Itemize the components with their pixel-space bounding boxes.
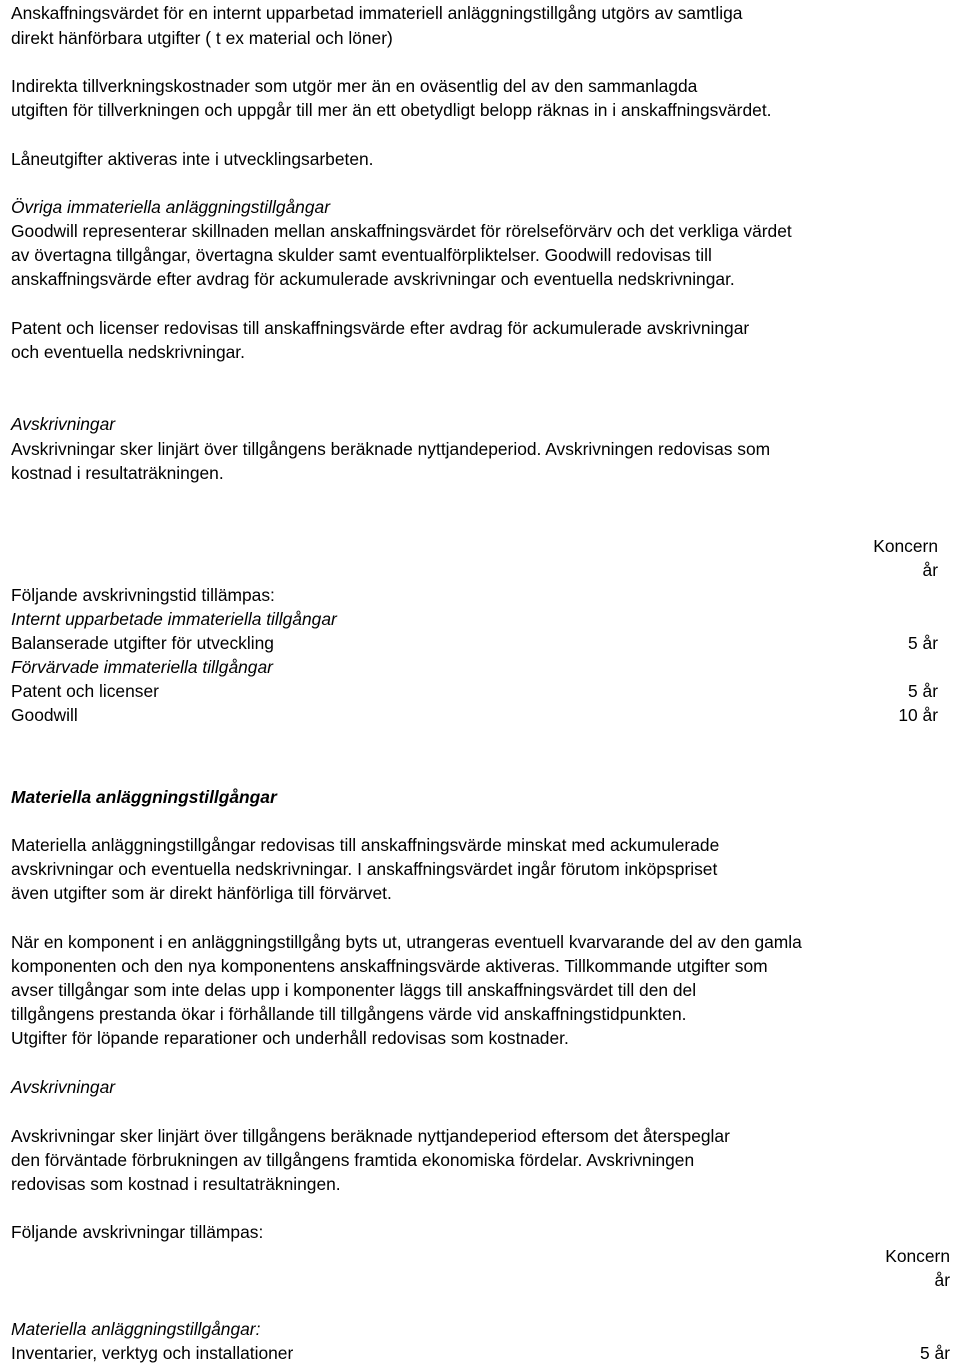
intro-p1-line1: Anskaffningsvärdet för en internt upparbetad immateriell anläggningstillgång utgörs av samtliga	[11, 3, 743, 23]
materiella-p2-line5: Utgifter för löpande reparationer och underhåll redovisas som kostnader.	[11, 1028, 569, 1048]
ovriga-p2-line1: Patent och licenser redovisas till anskaffningsvärde efter avdrag för ackumulerade avskrivningar	[11, 318, 750, 338]
ovriga-heading: Övriga immateriella anläggningstillgångar	[11, 197, 330, 217]
avskr2-heading: Avskrivningar	[11, 1077, 116, 1097]
ovriga-p1-line3: anskaffningsvärde efter avdrag för ackumulerade avskrivningar och eventuella nedskrivningar.	[11, 269, 735, 289]
materiella-p2-line2: komponenten och den nya komponentens anskaffningsvärde aktiveras. Tillkommande utgifter som	[11, 956, 768, 976]
materiella-p2-line3: avser tillgångar som inte delas upp i komponenter läggs till anskaffningsvärdet till den del	[11, 980, 697, 1000]
materiella-p1-line2: avskrivningar och eventuella nedskrivningar. I anskaffningsvärdet ingår förutom inköpspriset	[11, 859, 718, 879]
avskr1-line2: kostnad i resultaträkningen.	[11, 463, 224, 483]
ovriga-p1-line1: Goodwill representerar skillnaden mellan anskaffningsvärdet för rörelseförvärv och det verkliga värdet	[11, 221, 792, 241]
table1-row-value: 5 år	[908, 681, 938, 701]
avskr2-intro: Följande avskrivningar tillämpas:	[11, 1222, 264, 1242]
materiella-p2-line1: När en komponent i en anläggningstillgång byts ut, utrangeras eventuell kvarvarande del av den gamla	[11, 932, 802, 952]
table1-col-unit: år	[922, 560, 938, 580]
materiella-p2-line4: tillgångens prestanda ökar i förhållande till tillgångens värde vid anskaffningstidpunkten.	[11, 1004, 687, 1024]
table1-row-value: 10 år	[898, 705, 938, 725]
ovriga-p1-line2: av övertagna tillgångar, övertagna skulder samt eventualförpliktelser. Goodwill redovisas till	[11, 245, 712, 265]
table2-group: Materiella anläggningstillgångar:	[11, 1319, 261, 1339]
table1-group1: Internt upparbetade immateriella tillgångar	[11, 609, 337, 629]
table2-row-value: 5 år	[920, 1343, 950, 1363]
intro-p3: Låneutgifter aktiveras inte i utvecklingsarbeten.	[11, 149, 374, 169]
intro-p1-line2: direkt hänförbara utgifter ( t ex material och löner)	[11, 28, 393, 48]
table1-group2: Förvärvade immateriella tillgångar	[11, 657, 273, 677]
avskr2-line3: redovisas som kostnad i resultaträkningen.	[11, 1174, 341, 1194]
table1-row-value: 5 år	[908, 633, 938, 653]
table1-row-label: Goodwill	[11, 705, 78, 725]
avskr1-line1: Avskrivningar sker linjärt över tillgångens beräknade nyttjandeperiod. Avskrivningen redovisas som	[11, 439, 771, 459]
avskr2-line2: den förväntade förbrukningen av tillgångens framtida ekonomiska fördelar. Avskrivningen	[11, 1150, 695, 1170]
intro-p2-line1: Indirekta tillverkningskostnader som utgör mer än en oväsentlig del av den sammanlagda	[11, 76, 698, 96]
materiella-heading: Materiella anläggningstillgångar	[11, 787, 277, 807]
table1-intro: Följande avskrivningstid tillämpas:	[11, 585, 275, 605]
intro-p2-line2: utgiften för tillverkningen och uppgår till mer än ett obetydligt belopp räknas in i anskaffningsvärdet.	[11, 100, 772, 120]
table1-row-label: Patent och licenser	[11, 681, 159, 701]
table2-col-header: Koncern	[885, 1246, 950, 1266]
ovriga-p2-line2: och eventuella nedskrivningar.	[11, 342, 245, 362]
table1-row-label: Balanserade utgifter för utveckling	[11, 633, 274, 653]
avskr1-heading: Avskrivningar	[11, 414, 116, 434]
materiella-p1-line1: Materiella anläggningstillgångar redovisas till anskaffningsvärde minskat med ackumulerade	[11, 835, 720, 855]
table2-row-label: Inventarier, verktyg och installationer	[11, 1343, 294, 1363]
materiella-p1-line3: även utgifter som är direkt hänförliga till förvärvet.	[11, 883, 392, 903]
avskr2-line1: Avskrivningar sker linjärt över tillgångens beräknade nyttjandeperiod eftersom det återspeglar	[11, 1126, 730, 1146]
table2-col-unit: år	[934, 1270, 950, 1290]
table1-col-header: Koncern	[873, 536, 938, 556]
